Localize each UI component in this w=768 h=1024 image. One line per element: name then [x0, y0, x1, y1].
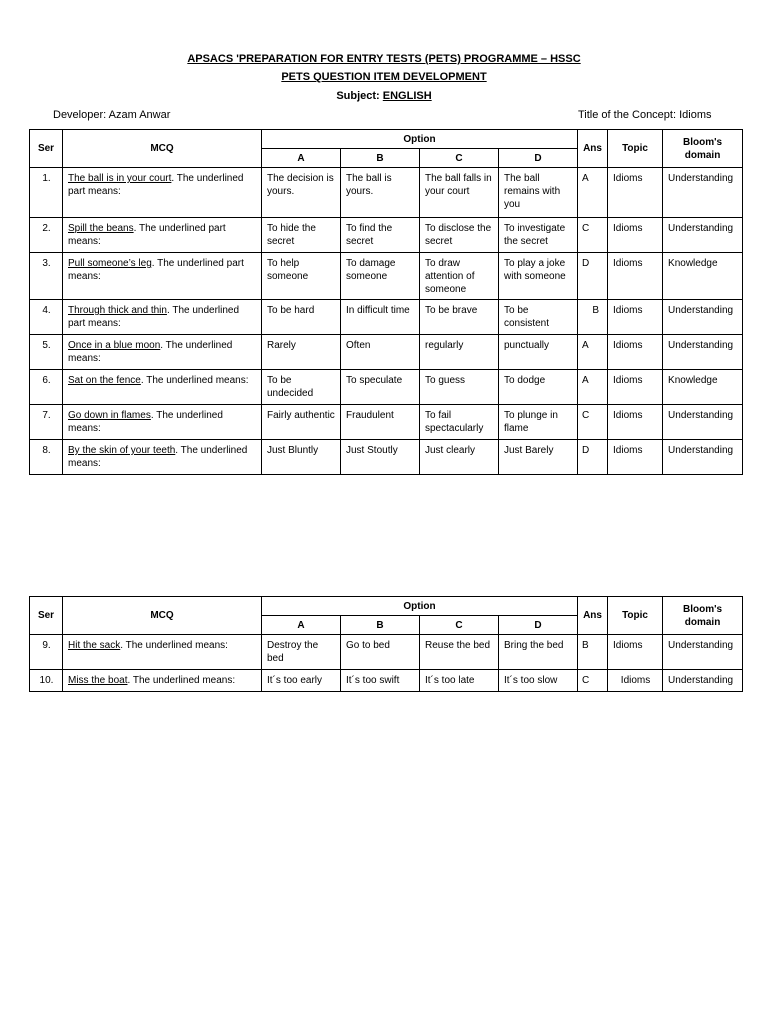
header-option-a: A [262, 149, 341, 168]
header-option-d: D [499, 616, 578, 635]
row-mcq [63, 635, 262, 670]
row-option-d: The ball remains with you [499, 168, 578, 218]
row-option-c: To guess [420, 370, 499, 405]
row-option-b: Go to bed [341, 635, 420, 670]
header-bloom: Bloom's domain [663, 597, 743, 635]
row-option-c: Just clearly [420, 440, 499, 475]
row-topic: Idioms [608, 335, 663, 370]
subject-line [0, 90, 768, 102]
row-answer: B [578, 300, 608, 335]
row-ser: 9. [30, 635, 63, 670]
row-ser: 7. [30, 405, 63, 440]
header-mcq: MCQ [63, 597, 262, 635]
row-topic: Idioms [608, 440, 663, 475]
question-text: . The underlined means: [140, 375, 249, 386]
row-answer: A [578, 168, 608, 218]
table-row [30, 370, 743, 405]
row-answer: D [578, 440, 608, 475]
table-row [30, 253, 743, 300]
row-answer: C [578, 218, 608, 253]
idiom-phrase: Once in a blue moon [68, 340, 161, 351]
row-ser: 4. [30, 300, 63, 335]
row-mcq [63, 253, 262, 300]
header-ser: Ser [30, 597, 63, 635]
header-option-c: C [420, 149, 499, 168]
row-option-a: To be hard [262, 300, 341, 335]
row-option-b: The ball is yours. [341, 168, 420, 218]
header-ans: Ans [578, 597, 608, 635]
row-bloom: Understanding [663, 218, 743, 253]
row-option-b: Fraudulent [341, 405, 420, 440]
row-bloom: Understanding [663, 168, 743, 218]
row-option-b: To speculate [341, 370, 420, 405]
idiom-phrase: Sat on the fence [68, 375, 141, 386]
row-mcq [63, 670, 262, 692]
row-option-a: Fairly authentic [262, 405, 341, 440]
row-option-a: To help someone [262, 253, 341, 300]
idiom-phrase: Spill the beans [68, 223, 134, 234]
header-option-d: D [499, 149, 578, 168]
doc-subtitle: PETS QUESTION ITEM DEVELOPMENT [281, 71, 487, 83]
row-ser: 2. [30, 218, 63, 253]
row-option-c: To draw attention of someone [420, 253, 499, 300]
table-row [30, 440, 743, 475]
row-mcq [63, 370, 262, 405]
row-option-b: Just Stoutly [341, 440, 420, 475]
row-bloom: Understanding [663, 635, 743, 670]
idiom-phrase: Hit the sack [68, 640, 121, 651]
row-bloom: Understanding [663, 300, 743, 335]
concept-title-line: Title of the Concept: Idioms [578, 109, 712, 121]
row-option-d: To plunge in flame [499, 405, 578, 440]
row-ser: 1. [30, 168, 63, 218]
row-option-a: Just Bluntly [262, 440, 341, 475]
row-option-d: It´s too slow [499, 670, 578, 692]
header-mcq: MCQ [63, 130, 262, 168]
row-answer: D [578, 253, 608, 300]
subject-value: ENGLISH [382, 90, 432, 102]
developer-line: Developer: Azam Anwar [53, 109, 171, 121]
row-option-d: Just Barely [499, 440, 578, 475]
row-mcq [63, 440, 262, 475]
row-answer: C [578, 670, 608, 692]
row-option-a: To hide the secret [262, 218, 341, 253]
row-answer: A [578, 370, 608, 405]
header-topic: Topic [608, 597, 663, 635]
table-row [30, 168, 743, 218]
header-option-a: A [262, 616, 341, 635]
row-mcq [63, 218, 262, 253]
row-topic: Idioms [608, 253, 663, 300]
row-ser: 3. [30, 253, 63, 300]
header-option-c: C [420, 616, 499, 635]
row-option-c: To be brave [420, 300, 499, 335]
row-answer: B [578, 635, 608, 670]
row-option-a: Rarely [262, 335, 341, 370]
mcq-table-1 [29, 129, 743, 475]
table-row [30, 300, 743, 335]
row-bloom: Understanding [663, 335, 743, 370]
question-text: . The underlined part means: [68, 223, 226, 247]
row-option-b: In difficult time [341, 300, 420, 335]
row-bloom: Knowledge [663, 253, 743, 300]
header-bloom: Bloom's domain [663, 130, 743, 168]
row-mcq [63, 300, 262, 335]
row-option-c: The ball falls in your court [420, 168, 499, 218]
question-text: . The underlined part means: [68, 305, 240, 329]
idiom-phrase: By the skin of your teeth [68, 445, 176, 456]
idiom-phrase: Through thick and thin [68, 305, 167, 316]
idiom-phrase: Pull someone’s leg [68, 258, 152, 269]
row-option-d: punctually [499, 335, 578, 370]
row-topic: Idioms [608, 218, 663, 253]
row-option-d: To investigate the secret [499, 218, 578, 253]
header-ser: Ser [30, 130, 63, 168]
row-bloom: Knowledge [663, 370, 743, 405]
row-bloom: Understanding [663, 440, 743, 475]
question-text: . The underlined means: [120, 640, 228, 651]
row-mcq [63, 405, 262, 440]
header-option: Option [262, 597, 578, 616]
row-option-d: To play a joke with someone [499, 253, 578, 300]
header-topic: Topic [608, 130, 663, 168]
row-option-c: To fail spectacularly [420, 405, 499, 440]
row-option-a: The decision is yours. [262, 168, 341, 218]
subject-label: Subject: [336, 90, 380, 102]
row-option-c: It´s too late [420, 670, 499, 692]
question-text: . The underlined part means: [68, 173, 244, 197]
row-ser: 6. [30, 370, 63, 405]
idiom-phrase: Go down in flames [68, 410, 151, 421]
header-option-b: B [341, 149, 420, 168]
row-option-b: Often [341, 335, 420, 370]
question-text: . The underlined means: [127, 675, 236, 686]
row-option-b: To find the secret [341, 218, 420, 253]
row-topic: Idioms [608, 370, 663, 405]
row-option-a: It´s too early [262, 670, 341, 692]
row-answer: C [578, 405, 608, 440]
question-text: . The underlined means: [68, 340, 233, 364]
row-option-a: Destroy the bed [262, 635, 341, 670]
table-row [30, 670, 743, 692]
header-option: Option [262, 130, 578, 149]
question-text: . The underlined means: [68, 445, 248, 469]
question-text: . The underlined means: [68, 410, 223, 434]
row-ser: 10. [30, 670, 63, 692]
row-mcq [63, 168, 262, 218]
idiom-phrase: The ball is in your court [68, 173, 172, 184]
row-bloom: Understanding [663, 405, 743, 440]
doc-title: APSACS 'PREPARATION FOR ENTRY TESTS (PETS) PROGRAMME – HSSC [187, 53, 581, 65]
row-option-c: regularly [420, 335, 499, 370]
row-answer: A [578, 335, 608, 370]
table-row [30, 218, 743, 253]
row-topic: Idioms [608, 300, 663, 335]
row-ser: 5. [30, 335, 63, 370]
row-option-b: To damage someone [341, 253, 420, 300]
row-option-d: Bring the bed [499, 635, 578, 670]
row-ser: 8. [30, 440, 63, 475]
row-option-d: To dodge [499, 370, 578, 405]
row-topic: Idioms [608, 168, 663, 218]
table-row [30, 335, 743, 370]
header-option-b: B [341, 616, 420, 635]
row-option-c: To disclose the secret [420, 218, 499, 253]
mcq-table-2 [29, 596, 743, 692]
row-option-b: It´s too swift [341, 670, 420, 692]
row-topic: Idioms [608, 670, 663, 692]
header-ans: Ans [578, 130, 608, 168]
row-option-c: Reuse the bed [420, 635, 499, 670]
question-text: . The underlined part means: [68, 258, 244, 282]
row-bloom: Understanding [663, 670, 743, 692]
table-row [30, 635, 743, 670]
row-mcq [63, 335, 262, 370]
row-topic: Idioms [608, 635, 663, 670]
row-topic: Idioms [608, 405, 663, 440]
idiom-phrase: Miss the boat [68, 675, 128, 686]
row-option-a: To be undecided [262, 370, 341, 405]
table-row [30, 405, 743, 440]
row-option-d: To be consistent [499, 300, 578, 335]
